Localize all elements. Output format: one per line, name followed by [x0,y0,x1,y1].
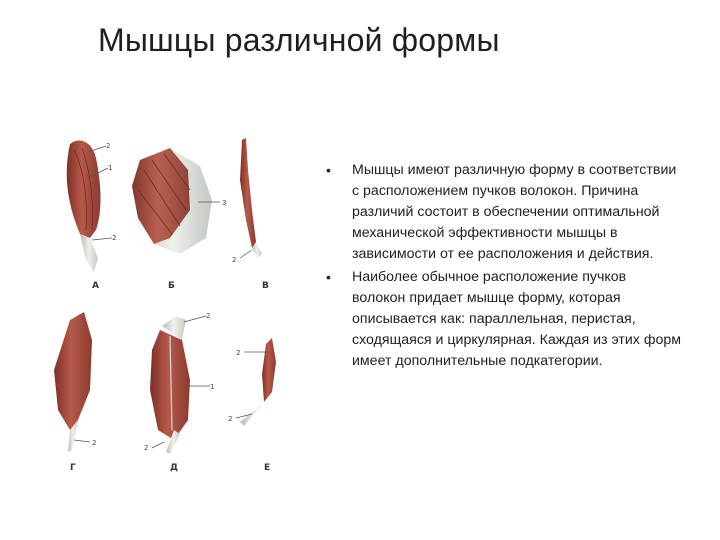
callout-g-2: 2 [92,439,97,447]
callout-d-2b: 2 [144,444,149,452]
bullet-list [322,160,682,372]
muscle-v [232,138,269,291]
bullet-item [322,160,682,265]
bullet-item [322,267,682,372]
muscle-a [67,140,117,291]
bullet-dot: • [326,162,331,178]
callout-a-1: 1 [108,164,113,172]
muscle-shapes-svg [40,130,290,480]
slide-title: Мышцы различной формы [98,22,500,58]
callout-a-2: 2 [106,142,111,150]
muscle-b [132,148,226,291]
bullet-dot: • [326,269,331,285]
callout-d-1: 1 [210,383,215,391]
label-g: Г [70,463,76,473]
callout-e-2b: 2 [228,415,233,423]
label-a: А [92,281,99,291]
bullet-text: Мышцы имеют различную форму в соответствии с расположением пучков волокон. Причина различий состоит в обеспечении оптимальной механической эффективности мышцы в зависимости от ее расположения и действия. [352,162,677,262]
label-e: Е [264,463,271,473]
callout-b-3: 3 [222,199,227,207]
label-b: Б [168,281,175,291]
callout-e-2: 2 [236,349,241,357]
callout-v-2: 2 [232,256,237,264]
muscle-e [228,338,276,473]
muscle-d [144,312,214,473]
callout-d-2: 2 [206,312,211,320]
muscle-g [54,312,96,473]
label-v: В [262,281,269,291]
bullet-text: Наиболее обычное расположение пучков волокон придает мышце форму, которая описывается как: параллельная, перистая, сходящаяся и циркулярная. Каждая из этих форм имеет дополнительные подкатегории. [352,269,682,369]
callout-a-2b: 2 [112,234,117,242]
muscle-shapes-illustration [40,130,290,480]
label-d: Д [170,463,179,473]
